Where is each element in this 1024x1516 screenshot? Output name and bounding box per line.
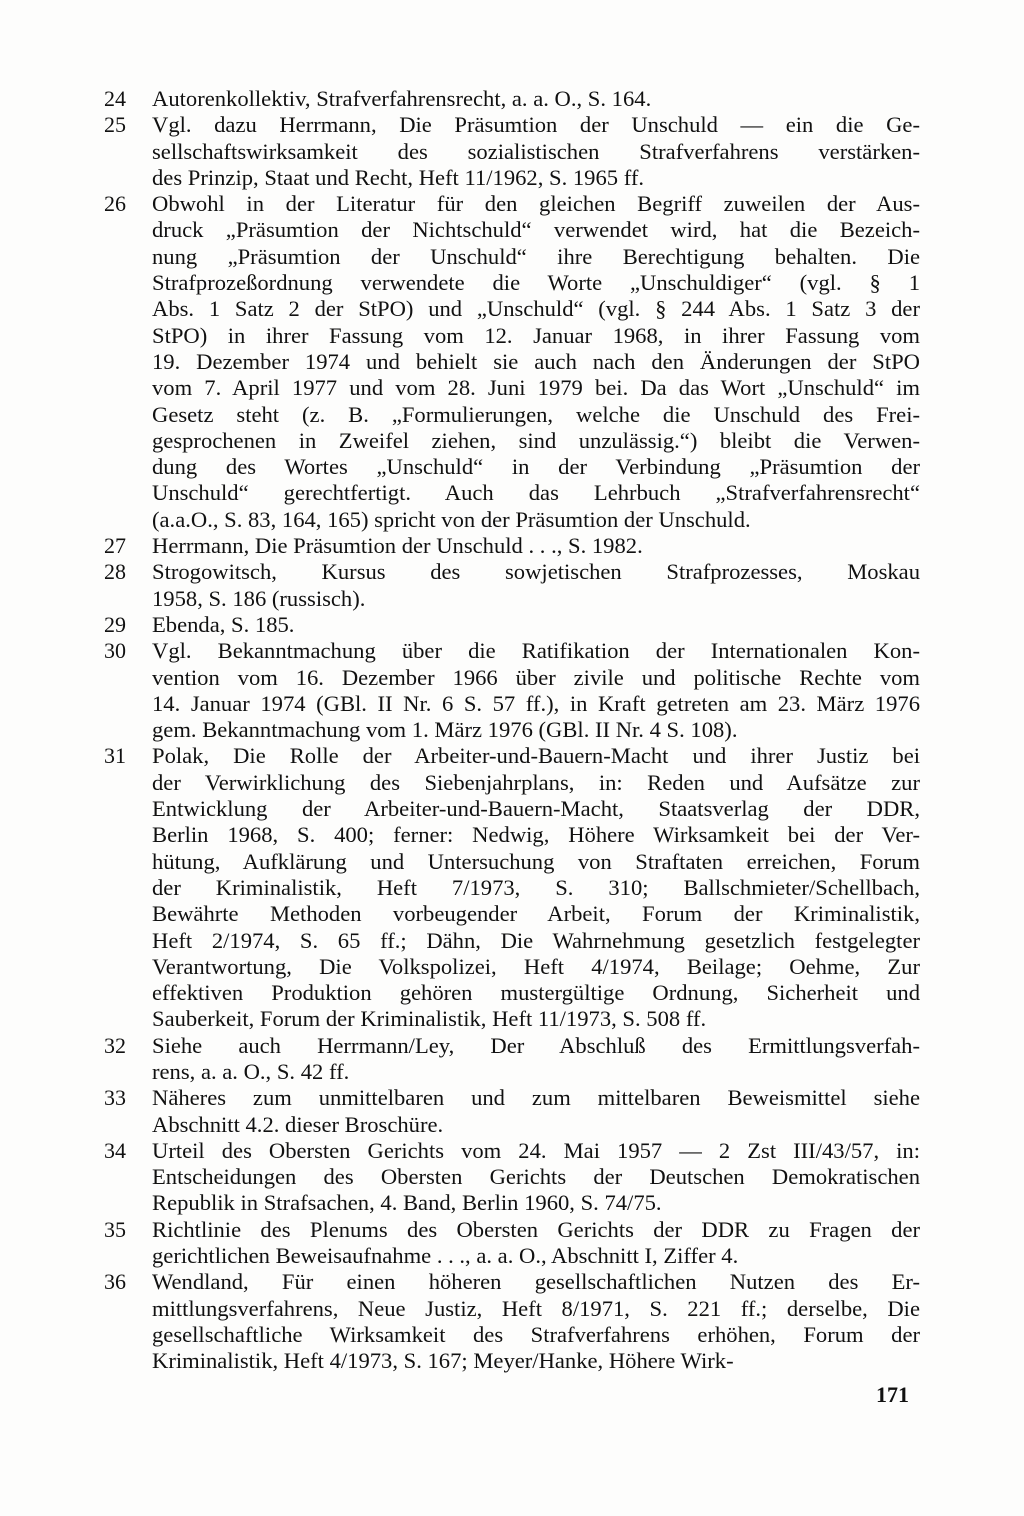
footnote-line: Wendland, Für einen höheren gesellschaftlichen Nutzen des Er- [152,1269,920,1295]
footnote-line: gem. Bekanntmachung vom 1. März 1976 (GBl. II Nr. 4 S. 108). [152,717,738,743]
footnote-line: Republik in Strafsachen, 4. Band, Berlin 1960, S. 74/75. [152,1190,662,1216]
footnote-text [152,112,920,191]
footnote [104,86,920,112]
footnote-text [152,1217,920,1270]
footnote-line: Strogowitsch, Kursus des sowjetischen Strafprozesses, Moskau [152,559,920,585]
footnote-line: Richtlinie des Plenums des Obersten Gerichts der DDR zu Fragen der [152,1216,920,1242]
footnote-line: Strafprozeßordnung verwendete die Worte „Unschuldiger“ (vgl. § 1 [152,270,920,296]
footnote-list [104,86,920,1375]
footnote [104,1033,920,1086]
footnote-line: Obwohl in der Literatur für den gleichen Begriff zuweilen der Aus- [152,191,920,217]
footnote-line: mittlungsverfahrens, Neue Justiz, Heft 8/1971, S. 221 ff.; derselbe, Die [152,1295,920,1321]
footnote-number: 30 [104,638,126,664]
footnote-line: vention vom 16. Dezember 1966 über zivile und politische Rechte vom [152,664,920,690]
footnote-number: 35 [104,1216,126,1242]
footnote-line: Heft 2/1974, S. 65 ff.; Dähn, Die Wahrnehmung gesetzlich festgelegter [152,927,920,953]
footnote-line: gerichtlichen Beweisaufnahme . . ., a. a. O., Abschnitt I, Ziffer 4. [152,1243,739,1269]
footnote-text [152,743,920,1032]
footnote-line: Bewährte Methoden vorbeugender Arbeit, Forum der Kriminalistik, [152,901,920,927]
footnote-line: 1958, S. 186 (russisch). [152,585,366,611]
footnote-line: Vgl. dazu Herrmann, Die Präsumtion der Unschuld — ein die Ge- [152,112,920,138]
footnote-line: gesellschaftliche Wirksamkeit des Strafverfahrens erhöhen, Forum der [152,1321,920,1347]
footnote-line: Verantwortung, Die Volkspolizei, Heft 4/1974, Beilage; Oehme, Zur [152,953,920,979]
footnote-number: 29 [104,611,126,637]
footnote-line: der Kriminalistik, Heft 7/1973, S. 310; Ballschmieter/Schellbach, [152,874,920,900]
footnote [104,112,920,191]
footnote [104,612,920,638]
footnote-line: vom 7. April 1977 und vom 28. Juni 1979 bei. Da das Wort „Unschuld“ im [152,375,920,401]
footnote-number: 34 [104,1137,126,1163]
footnote-line: Vgl. Bekanntmachung über die Ratifikation der Internationalen Kon- [152,638,920,664]
footnote [104,743,920,1032]
footnote-line: (a.a.O., S. 83, 164, 165) spricht von der Präsumtion der Unschuld. [152,506,751,532]
footnote-line: Abschnitt 4.2. dieser Broschüre. [152,1111,444,1137]
footnote-line: Kriminalistik, Heft 4/1973, S. 167; Meyer/Hanke, Höhere Wirk- [152,1348,734,1374]
footnote-text [152,191,920,533]
footnote-number: 31 [104,743,126,769]
footnote [104,638,920,743]
footnote-line: druck „Präsumtion der Nichtschuld“ verwendet wird, hat die Bezeich- [152,217,920,243]
footnote [104,559,920,612]
footnote-text [152,1085,920,1138]
footnote-line: Urteil des Obersten Gerichts vom 24. Mai 1957 — 2 Zst III/43/57, in: [152,1137,920,1163]
footnote-text [152,612,920,638]
footnote [104,191,920,533]
footnote-line: rens, a. a. O., S. 42 ff. [152,1058,350,1084]
footnote-number: 27 [104,533,126,559]
footnote-text [152,86,920,112]
footnote-line: StPO) in ihrer Fassung vom 12. Januar 1968, in ihrer Fassung vom [152,322,920,348]
footnote [104,533,920,559]
footnote-line: Autorenkollektiv, Strafverfahrensrecht, a. a. O., S. 164. [152,86,652,111]
footnote-number: 33 [104,1085,126,1111]
footnote-number: 26 [104,191,126,217]
footnote [104,1085,920,1138]
footnote-number: 36 [104,1269,126,1295]
footnote-line: 14. Januar 1974 (GBl. II Nr. 6 S. 57 ff.), in Kraft getreten am 23. März 1976 [152,690,920,716]
footnote-line: Näheres zum unmittelbaren und zum mittelbaren Beweismittel siehe [152,1085,920,1111]
footnote-line: Polak, Die Rolle der Arbeiter-und-Bauern-Macht und ihrer Justiz bei [152,743,920,769]
footnote-line: sellschaftswirksamkeit des sozialistischen Strafverfahrens verstärken- [152,138,920,164]
footnote-text [152,1033,920,1086]
footnote-line: Abs. 1 Satz 2 der StPO) und „Unschuld“ (vgl. § 244 Abs. 1 Satz 3 der [152,296,920,322]
footnote-line: Unschuld“ gerechtfertigt. Auch das Lehrbuch „Strafverfahrensrecht“ [152,480,920,506]
footnote-line: Ebenda, S. 185. [152,611,295,637]
footnote-line: gesprochenen in Zweifel ziehen, sind unzulässig.“) bleibt die Verwen- [152,427,920,453]
footnote-line: Entscheidungen des Obersten Gerichts der Deutschen Demokratischen [152,1164,920,1190]
footnote-line: Gesetz steht (z. B. „Formulierungen, welche die Unschuld des Frei- [152,401,920,427]
footnote-line: dung des Wortes „Unschuld“ in der Verbindung „Präsumtion der [152,454,920,480]
footnote-line: des Prinzip, Staat und Recht, Heft 11/1962, S. 1965 ff. [152,164,644,190]
footnote-text [152,638,920,743]
footnote-line: Entwicklung der Arbeiter-und-Bauern-Macht, Staatsverlag der DDR, [152,796,920,822]
footnote-line: hütung, Aufklärung und Untersuchung von Straftaten erreichen, Forum [152,848,920,874]
footnote-line: Sauberkeit, Forum der Kriminalistik, Heft 11/1973, S. 508 ff. [152,1006,707,1032]
footnote [104,1217,920,1270]
footnote-text [152,1269,920,1374]
footnote [104,1138,920,1217]
footnote-number: 24 [104,86,126,111]
footnote-text [152,1138,920,1217]
footnote-text [152,559,920,612]
footnote-number: 32 [104,1032,126,1058]
footnote-text [152,533,920,559]
footnote-number: 28 [104,559,126,585]
footnote-line: effektiven Produktion gehören mustergültige Ordnung, Sicherheit und [152,980,920,1006]
footnote-number: 25 [104,112,126,138]
footnote-line: Berlin 1968, S. 400; ferner: Nedwig, Höhere Wirksamkeit bei der Ver- [152,822,920,848]
footnote-line: Herrmann, Die Präsumtion der Unschuld . . ., S. 1982. [152,533,643,559]
footnote-line: nung „Präsumtion der Unschuld“ ihre Berechtigung behalten. Die [152,243,920,269]
footnote-line: der Verwirklichung des Siebenjahrplans, in: Reden und Aufsätze zur [152,769,920,795]
footnote-line: 19. Dezember 1974 und behielt sie auch nach den Änderungen der StPO [152,348,920,374]
footnote-line: Siehe auch Herrmann/Ley, Der Abschluß des Ermittlungsverfah- [152,1032,920,1058]
page-number: 171 [876,1382,909,1407]
footnote [104,1269,920,1374]
